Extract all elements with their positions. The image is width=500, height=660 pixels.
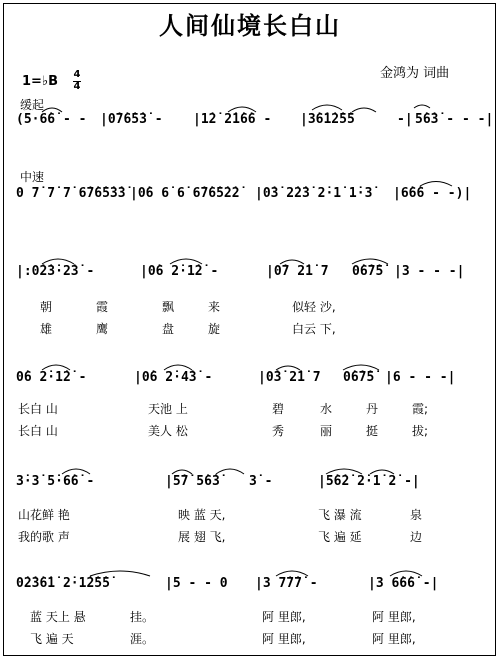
lyric-syllable: 天池 上 bbox=[148, 402, 188, 416]
score-measure: |0̇7̇6̇5̇3̇ - bbox=[100, 112, 163, 127]
lyric-syllable: 飞 遍 天 bbox=[30, 632, 74, 646]
lyric-syllable: 丹 bbox=[366, 402, 379, 416]
slur-mark bbox=[390, 571, 422, 576]
lyric-syllable: 长白 山 bbox=[18, 424, 58, 438]
slur-mark bbox=[343, 365, 379, 370]
lyric-syllable: 霞; bbox=[412, 402, 429, 416]
score-measure: |3 7̇7̇7̇ - bbox=[255, 576, 318, 591]
score-measure: |3 6̇6̇6̇ -| bbox=[368, 576, 439, 591]
lyric-syllable: 旋 bbox=[208, 322, 221, 336]
score-measure: |0̇7 2̇1̇ 7 bbox=[266, 264, 329, 279]
song-credit: 金鸿为 词曲 bbox=[380, 66, 450, 81]
lyric-syllable: 拔; bbox=[412, 424, 429, 438]
lyric-syllable: 蓝 天上 悬 bbox=[30, 610, 86, 624]
slur-mark bbox=[276, 571, 308, 576]
score-measure: |6 - - -| bbox=[385, 370, 456, 385]
score-measure: |3̇6̇1̇2̇5̇5 bbox=[300, 112, 355, 127]
score-measure: |3 - - -| bbox=[394, 264, 465, 279]
tempo-marking-slow-start: 缓起 bbox=[20, 98, 45, 112]
score-measure: |0̇6 2̇·4̇3̇ - bbox=[134, 370, 213, 385]
time-sig-bottom: 4 bbox=[73, 81, 81, 92]
score-measure: |0̇3̇ 2̇1̇ 7 bbox=[258, 370, 321, 385]
lyric-syllable: 盘 bbox=[162, 322, 175, 336]
lyric-syllable: 阿 里郎, bbox=[262, 632, 306, 646]
score-measure: 0 7̇ 7̇ 7̇ 6̇7̇6̇5̇3̇3̇ bbox=[16, 186, 126, 201]
score-measure: |5̇6̇2̇ 2̇·1̇ 2̇ -| bbox=[318, 474, 420, 489]
slur-mark bbox=[414, 105, 430, 108]
lyric-syllable: 长白 山 bbox=[18, 402, 58, 416]
time-sig-top: 4 bbox=[73, 69, 81, 80]
lyric-syllable: 挂。 bbox=[130, 610, 155, 624]
slur-mark bbox=[62, 469, 90, 474]
lyric-syllable: 映 蓝 天, bbox=[178, 508, 226, 522]
lyric-syllable: 白云 下, bbox=[292, 322, 336, 336]
lyric-syllable: 丽 bbox=[320, 424, 333, 438]
lyric-syllable: 来 bbox=[208, 300, 221, 314]
lyric-syllable: 飘 bbox=[162, 300, 175, 314]
lyric-syllable: 山花鲜 艳 bbox=[18, 508, 70, 522]
tempo-marking-moderate: 中速 bbox=[20, 170, 45, 184]
slur-mark bbox=[276, 366, 300, 370]
slur-mark bbox=[42, 365, 70, 370]
lyric-syllable: 美人 松 bbox=[148, 424, 188, 438]
slur-mark bbox=[42, 259, 74, 264]
slur-mark bbox=[352, 108, 376, 112]
lyric-syllable: 挺 bbox=[366, 424, 379, 438]
score-measure: |0̇3̇ 2̇2̇3̇ 2̇·1̇ 1̇·3̇ bbox=[255, 186, 373, 201]
lyric-syllable: 鹰 bbox=[96, 322, 109, 336]
score-measure: 5̇6̇3̇ - - -| bbox=[415, 112, 494, 127]
slur-mark bbox=[170, 259, 202, 264]
lyric-syllable: 涯。 bbox=[130, 632, 155, 646]
score-measure: |1̇2̇ 2̇1̇6̇6 - bbox=[193, 112, 272, 127]
score-measure: 3̇·3̇ 5̇·6̇6̇ - bbox=[16, 474, 95, 489]
score-measure: 3̇ - bbox=[249, 474, 273, 489]
slur-mark bbox=[312, 105, 342, 110]
score-measure: |6̇6̇6 - -)| bbox=[393, 186, 472, 201]
lyric-syllable: 朝 bbox=[40, 300, 53, 314]
lyric-syllable: 阿 里郎, bbox=[372, 632, 416, 646]
lyric-syllable: 秀 bbox=[272, 424, 285, 438]
lyric-syllable: 阿 里郎, bbox=[372, 610, 416, 624]
lyric-syllable: 飞 遍 延 bbox=[318, 530, 362, 544]
lyric-syllable: 似轻 沙, bbox=[292, 300, 336, 314]
lyric-syllable: 雄 bbox=[40, 322, 53, 336]
lyric-syllable: 霞 bbox=[96, 300, 109, 314]
song-title: 人间仙境长白山 bbox=[159, 12, 341, 40]
score-measure: |0̇6 6̇ 6̇ 6̇7̇6̇5̇2̇2̇ bbox=[130, 186, 240, 201]
score-measure: 0̇6̇7̇5̇ bbox=[343, 370, 375, 385]
slur-mark bbox=[326, 469, 362, 474]
score-measure: 0̇6̇7̇5̇ bbox=[352, 264, 384, 279]
score-measure: |:0̇2̇3̇·2̇3̇ - bbox=[16, 264, 95, 279]
lyric-syllable: 阿 里郎, bbox=[262, 610, 306, 624]
slur-mark bbox=[420, 182, 452, 187]
score-measure: -| bbox=[397, 112, 413, 127]
score-measure: 0̇6 2̇·1̇2̇ - bbox=[16, 370, 87, 385]
lyric-syllable: 水 bbox=[320, 402, 333, 416]
slur-mark bbox=[216, 469, 244, 474]
slur-mark bbox=[164, 365, 192, 370]
lyric-syllable: 飞 瀑 流 bbox=[318, 508, 362, 522]
slur-mark bbox=[42, 108, 62, 112]
lyric-syllable: 展 翅 飞, bbox=[178, 530, 226, 544]
slur-mark bbox=[90, 571, 150, 576]
slur-mark bbox=[370, 470, 394, 474]
slur-mark bbox=[172, 470, 192, 474]
slur-mark bbox=[228, 107, 256, 112]
lyric-syllable: 我的歌 声 bbox=[18, 530, 70, 544]
lyric-syllable: 泉 bbox=[410, 508, 423, 522]
slur-mark bbox=[352, 259, 388, 264]
score-measure: |0̇6 2̇·1̇2̇ - bbox=[140, 264, 219, 279]
score-measure: |5̇7̇ 5̇6̇3̇ bbox=[165, 474, 220, 489]
score-measure: 0̇2̇3̇6̇1̇ 2̇·1̇2̇5̇5̇ bbox=[16, 576, 110, 591]
slur-mark bbox=[280, 260, 304, 264]
score-measure: |5 - - 0 bbox=[165, 576, 228, 591]
lyric-syllable: 边 bbox=[410, 530, 423, 544]
lyric-syllable: 碧 bbox=[272, 402, 285, 416]
key-signature: 1=♭B bbox=[22, 74, 58, 89]
score-measure: (5·6̇6̇ - - bbox=[16, 112, 87, 127]
